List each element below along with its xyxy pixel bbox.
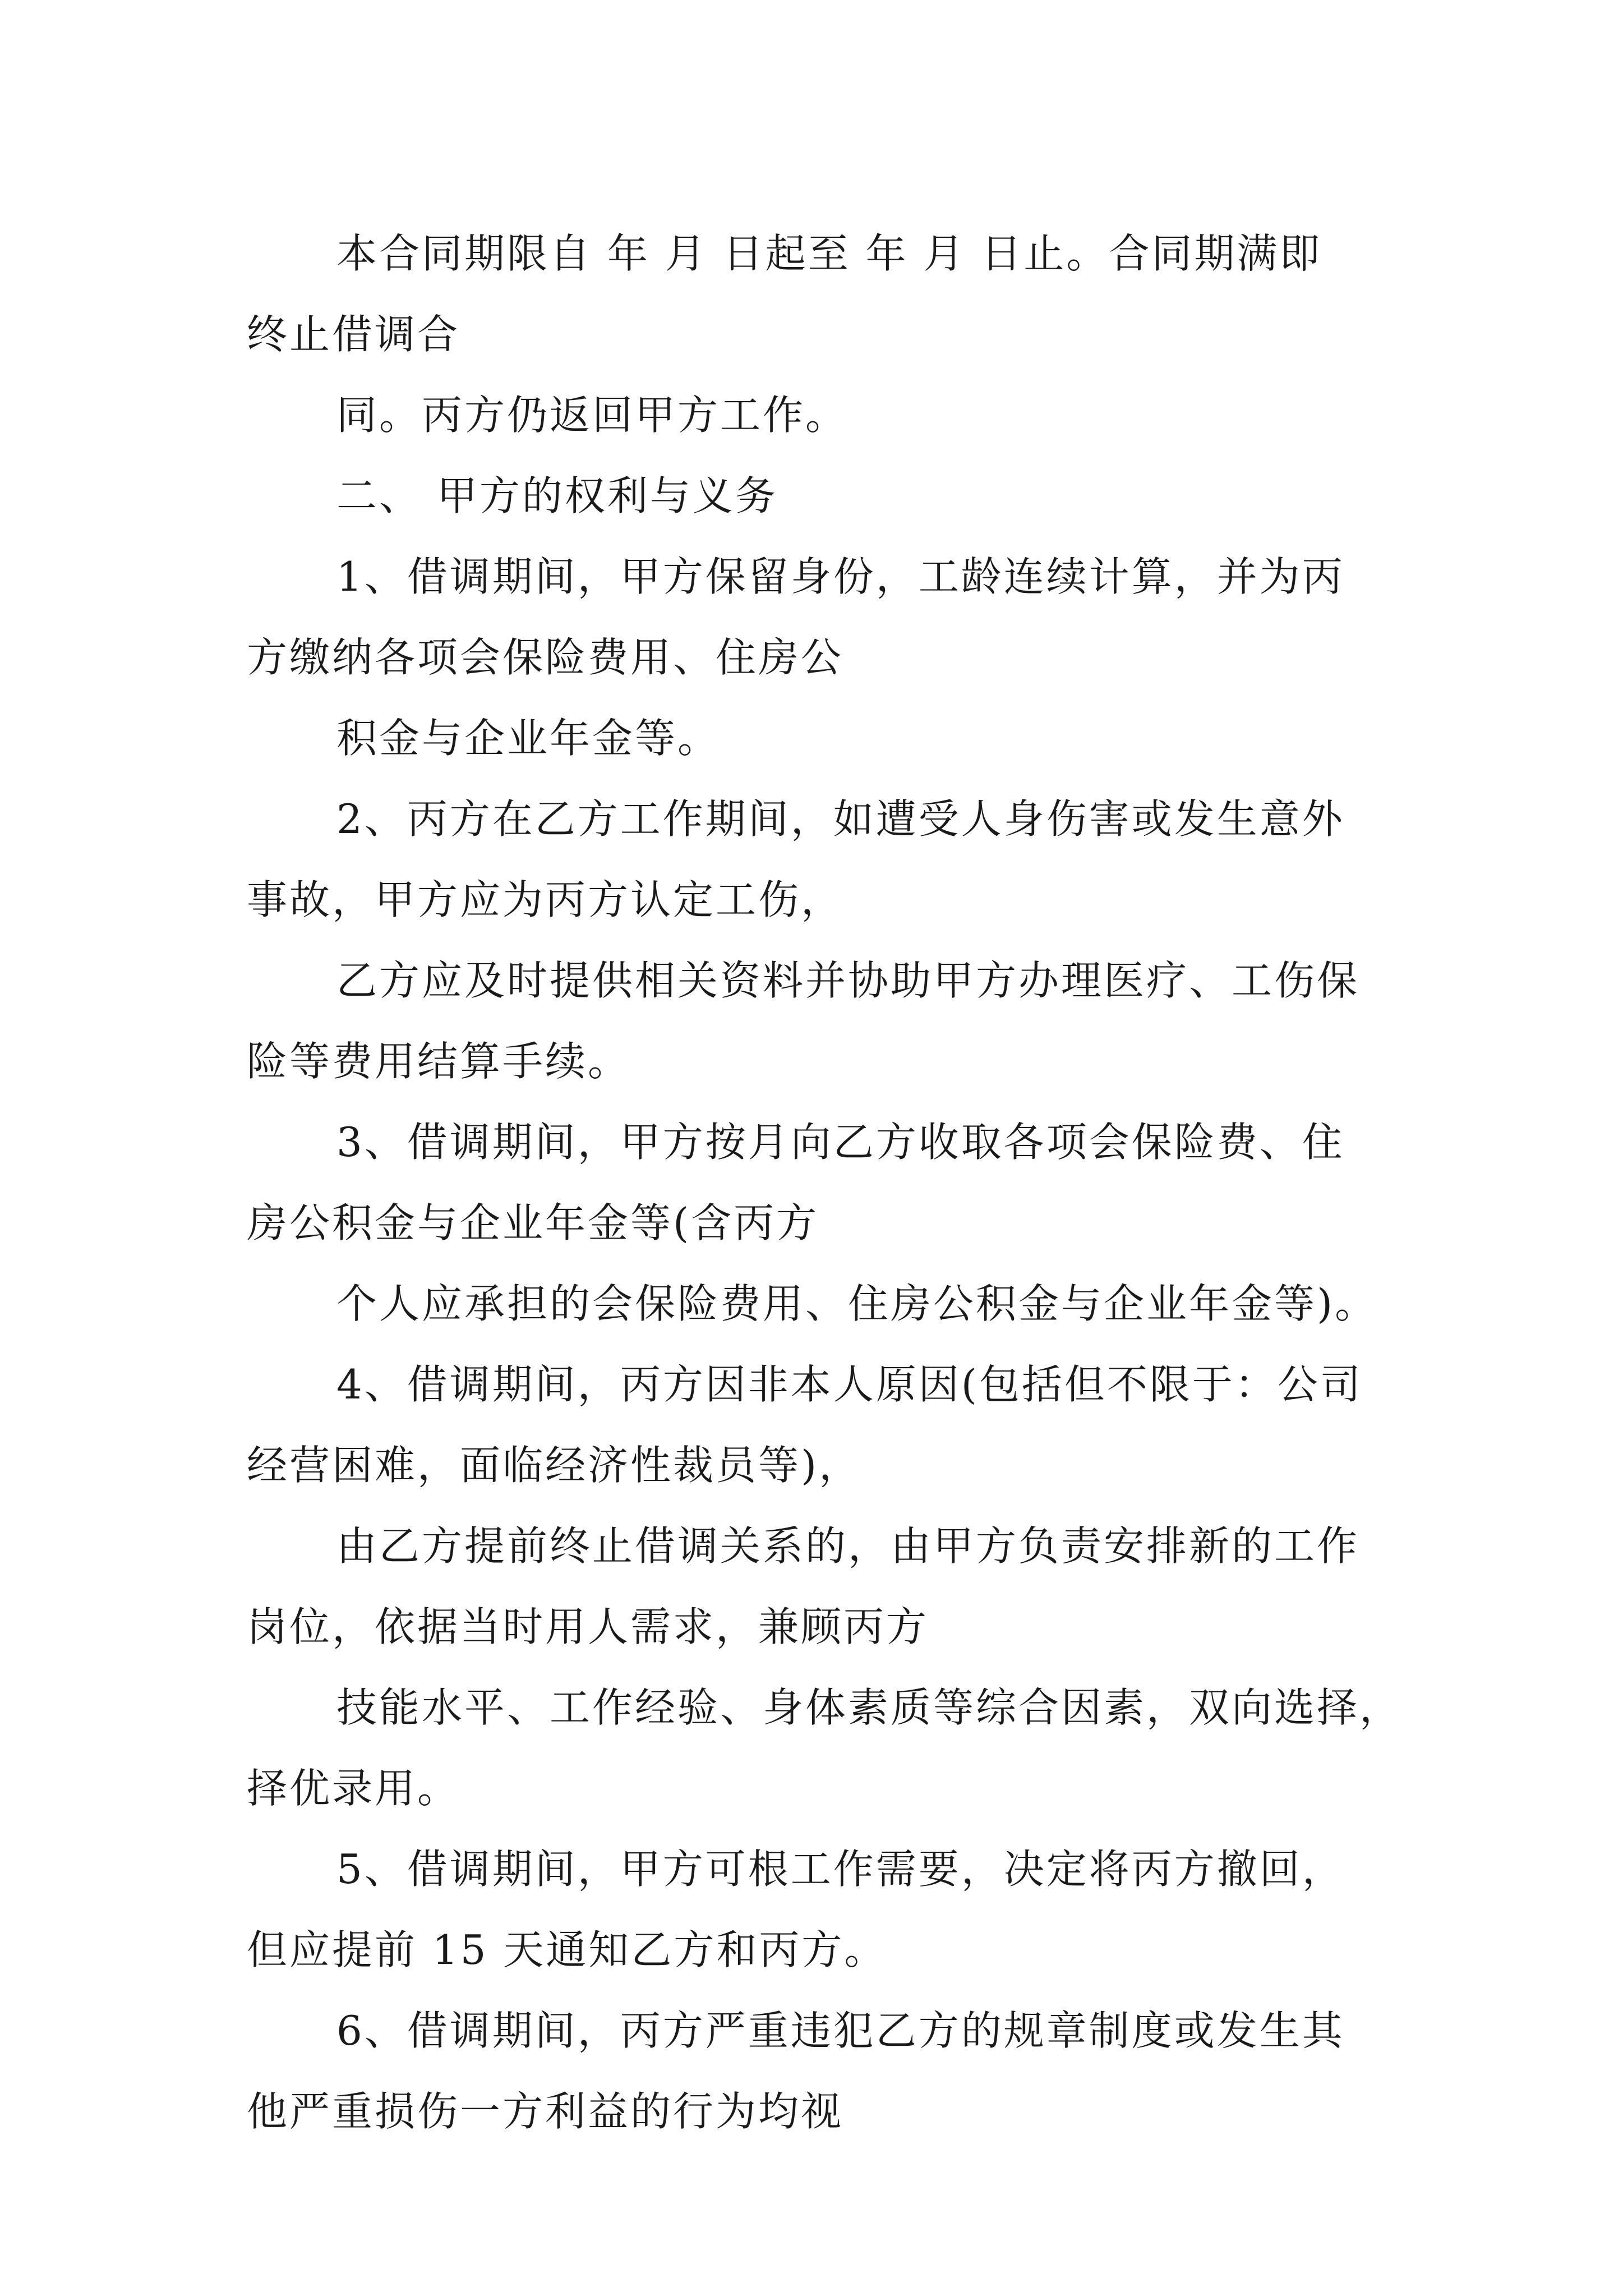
- paragraph-line: 个人应承担的会保险费用、住房公积金与企业年金等)。: [336, 1280, 1378, 1327]
- paragraph-item-3: [247, 1102, 1385, 1263]
- paragraph-line: 4、借调期间，丙方因非本人原因(包括但不限于：公司: [336, 1361, 1363, 1408]
- document-body: [247, 213, 1403, 2152]
- paragraph-item-2: [247, 779, 1385, 940]
- paragraph-continuation: 岗位，依据当时用人需求，兼顾丙方: [247, 1603, 929, 1650]
- paragraph-line: 本合同期限自 年 月 日起至 年 月 日止。合同期满即: [336, 230, 1322, 277]
- paragraph-line: 5、借调期间，甲方可根工作需要，决定将丙方撤回，: [336, 1846, 1345, 1893]
- paragraph-item-2-cont: [247, 940, 1385, 1102]
- section-heading-party-a-rights: [247, 455, 1385, 536]
- paragraph-item-6: [247, 1990, 1385, 2152]
- paragraph-continuation: 他严重损伤一方利益的行为均视: [247, 2088, 844, 2135]
- paragraph-line: 由乙方提前终止借调关系的，由甲方负责安排新的工作: [336, 1522, 1360, 1570]
- paragraph-line: 3、借调期间，甲方按月向乙方收取各项会保险费、住: [336, 1119, 1345, 1166]
- paragraph-continuation: 房公积金与企业年金等(含丙方: [247, 1199, 819, 1246]
- paragraph-item-1: [247, 536, 1385, 698]
- paragraph-continuation: 事故，甲方应为丙方认定工伤，: [247, 876, 844, 923]
- section-heading: 二、 甲方的权利与义务: [336, 472, 778, 519]
- paragraph-line: 同。丙方仍返回甲方工作。: [336, 392, 849, 439]
- paragraph-continuation: 方缴纳各项会保险费用、住房公: [247, 634, 844, 681]
- paragraph-item-3-cont: [247, 1263, 1385, 1344]
- paragraph-contract-term: [247, 213, 1385, 375]
- paragraph-continuation: 择优录用。: [247, 1765, 460, 1812]
- paragraph-item-5: [247, 1829, 1385, 1990]
- paragraph-line: 2、丙方在乙方工作期间，如遭受人身伤害或发生意外: [336, 795, 1345, 843]
- paragraph-line: 技能水平、工作经验、身体素质等综合因素，双向选择，: [336, 1684, 1403, 1731]
- paragraph-continuation: 终止借调合: [247, 311, 460, 358]
- paragraph-return-to-party-a: [247, 375, 1385, 455]
- paragraph-item-4-cont-a: [247, 1506, 1385, 1667]
- paragraph-line: 6、借调期间，丙方严重违犯乙方的规章制度或发生其: [336, 2007, 1345, 2054]
- paragraph-item-4-cont-b: [247, 1667, 1403, 1829]
- paragraph-continuation: 险等费用结算手续。: [247, 1038, 631, 1085]
- paragraph-line: 1、借调期间，甲方保留身份，工龄连续计算，并为丙: [336, 553, 1345, 600]
- paragraph-line: 乙方应及时提供相关资料并协助甲方办理医疗、工伤保: [336, 957, 1360, 1004]
- paragraph-item-1-cont: [247, 698, 1385, 779]
- paragraph-continuation: 经营困难，面临经济性裁员等)，: [247, 1442, 862, 1489]
- paragraph-continuation: 但应提前 15 天通知乙方和丙方。: [247, 1926, 887, 1973]
- paragraph-line: 积金与企业年金等。: [336, 715, 721, 762]
- paragraph-item-4: [247, 1344, 1385, 1506]
